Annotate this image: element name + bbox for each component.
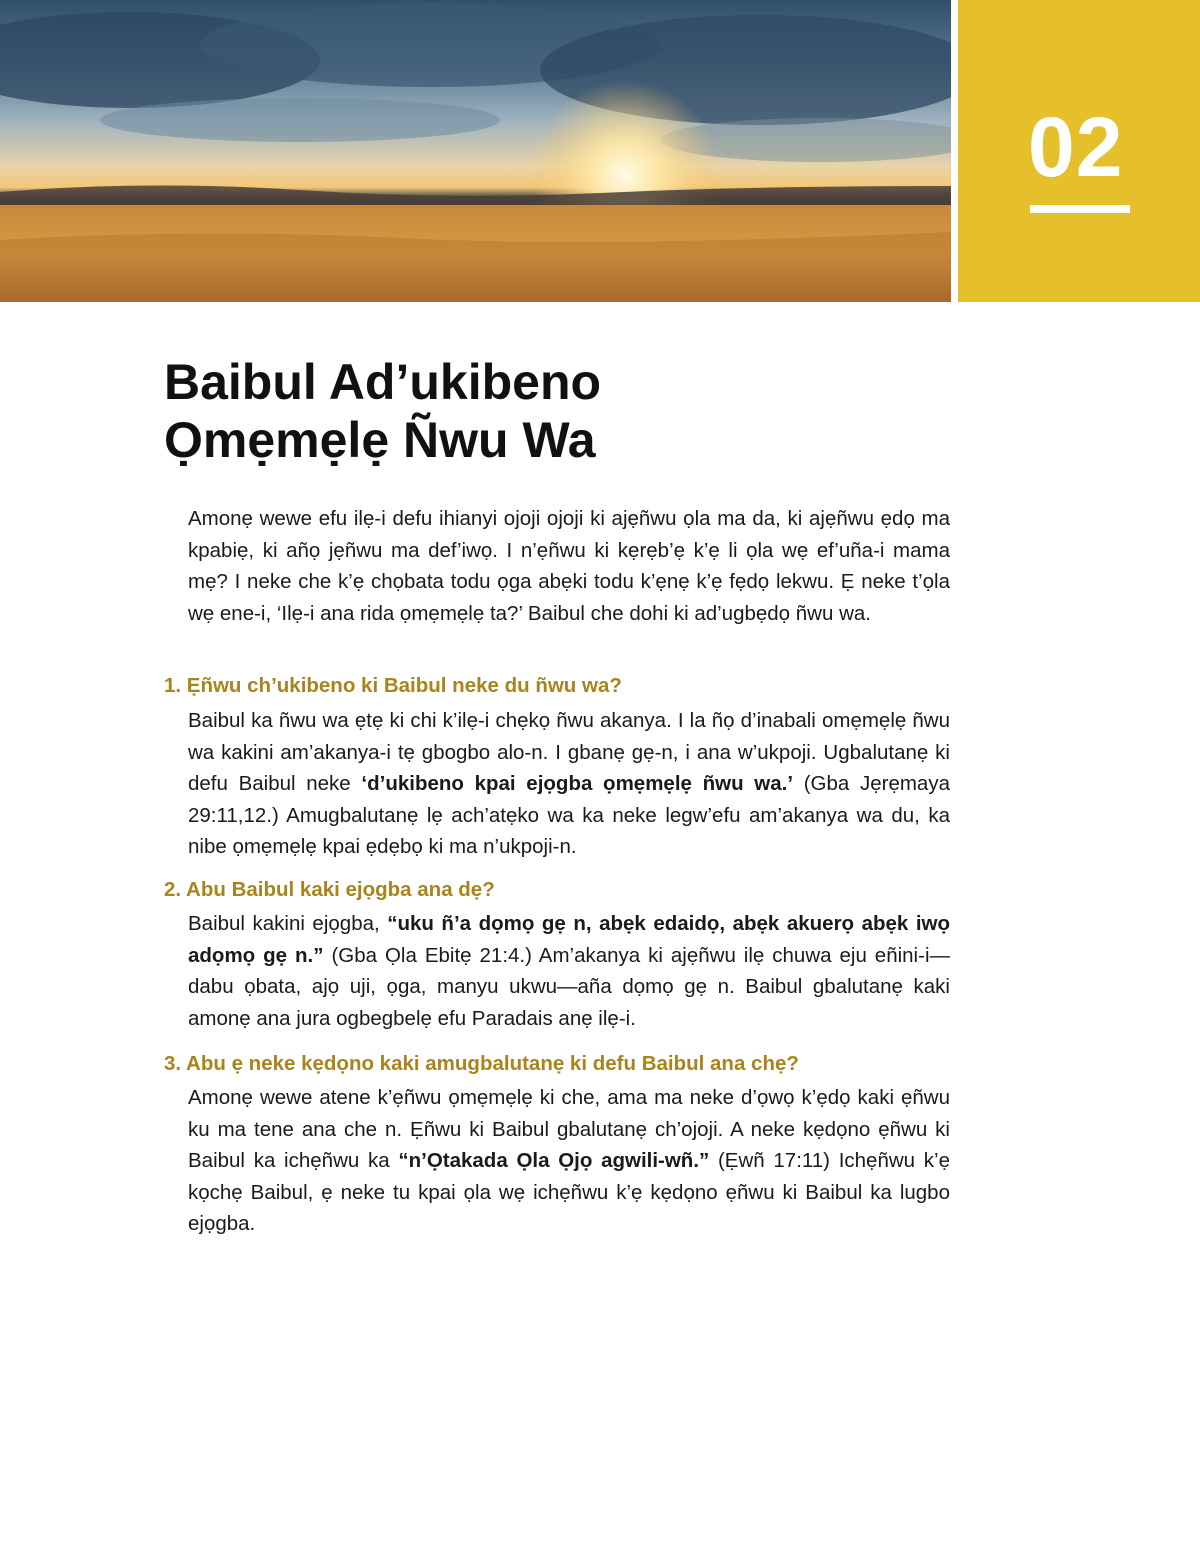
intro-paragraph: Amonẹ wewe efu ilẹ-i defu ihianyi ojoji ojoji ki ajẹñwu ọla ma da, ki ajẹñwu ẹdọ ma kpabiẹ, ki añọ jẹñwu ma def’iwọ. I n’ẹñwu ki kẹrẹb’ẹ k’ẹ li ọla wẹ ef’uña-i mama mẹ? I neke che k’ẹ chọbata todu ọga abẹki todu k’ẹnẹ k’ẹ fẹdọ lekwu. Ẹ neke t’ọla wẹ ene-i, ‘Ilẹ-i ana rida ọmẹmẹlẹ ta?’ Baibul che dohi ki ad’ugbẹdọ ñwu wa. <box>188 507 950 625</box>
answer-3 <box>188 1082 950 1240</box>
question-1: 1. Ẹñwu ch’ukibeno ki Baibul neke du ñwu wa? <box>164 674 622 697</box>
answer-1-text: Baibul ka ñwu wa ẹtẹ ki chi k’ilẹ-i chẹkọ ñwu akanya. I la ñọ d’inabali omẹmẹlẹ ñwu wa kakini am’akanya-i tẹ gbogbo alo-n. I gbanẹ gẹ-n, i ana w’ukpoji. Ugbalutanẹ ki defu Baibul neke <box>188 709 950 795</box>
answer-1-text-cont: (Gba Jẹrẹmaya 29:11,12.) Amugbalutanẹ lẹ ach’atẹko wa ka neke legw’efu am’akanya wa du, ka nibe ọmẹmẹlẹ kpai ẹdẹbọ ki ma n’ukpoji-n. <box>188 772 950 858</box>
wheat-texture <box>0 232 951 302</box>
question-2: 2. Abu Baibul kaki ejọgba ana dẹ? <box>164 878 495 901</box>
lesson-number-underline <box>1030 205 1130 213</box>
answer-3-emphasis: “n’Ọtakada Ọla Ọjọ agwili-wñ.” <box>398 1149 710 1172</box>
hero-image-wheat-field-sunset <box>0 0 951 302</box>
answer-2 <box>188 908 950 1034</box>
answer-1 <box>188 705 950 863</box>
lesson-number: 02 <box>1028 100 1124 194</box>
title-line-1: Baibul Ad’ukibeno <box>164 354 602 410</box>
answer-2-text: Baibul kakini ejọgba, <box>188 912 388 935</box>
title-line-2: Ọmẹmẹlẹ Ñwu Wa <box>164 412 596 468</box>
answer-2-emphasis: “uku ñ’a dọmọ gẹ n, abẹk edaidọ, abẹk akuerọ abẹk iwọ adọmọ gẹ n.” <box>188 912 950 967</box>
page-title <box>164 353 924 469</box>
answer-3-text-cont: (Ẹwñ 17:11) Ichẹñwu k’ẹ kọchẹ Baibul, ẹ neke tu kpai ọla wẹ ichẹñwu k’ẹ kẹdọno ẹñwu ki Baibul ka lugbo ejọgba. <box>188 1149 950 1235</box>
answer-2-text-cont: (Gba Ọla Ebitẹ 21:4.) Am’akanya ki ajẹñwu ilẹ chuwa eju eñini-i—dabu ọbata, ajọ uji, ọga, manyu ukwu—aña dọmọ gẹ n. Baibul gbalutanẹ kaki amonẹ ana jura ogbegbelẹ efu Paradais anẹ ilẹ-i. <box>188 943 950 1030</box>
answer-3-text: Amonẹ wewe atene k’ẹñwu ọmẹmẹlẹ ki che, ama ma neke d’ọwọ k’ẹdọ kaki ẹñwu ku ma tene ana che n. Ẹñwu ki Baibul gbalutanẹ ch’ojoji. A neke kẹdọno ẹñwu ki Baibul ka ichẹñwu ka <box>188 1086 950 1172</box>
answer-1-emphasis: ‘d’ukibeno kpai ejọgba ọmẹmẹlẹ ñwu wa.’ <box>361 772 794 795</box>
landscape-illustration <box>0 0 951 302</box>
cloud-shape <box>100 98 500 142</box>
question-3: 3. Abu ẹ neke kẹdọno kaki amugbalutanẹ ki defu Baibul ana chẹ? <box>164 1052 799 1075</box>
